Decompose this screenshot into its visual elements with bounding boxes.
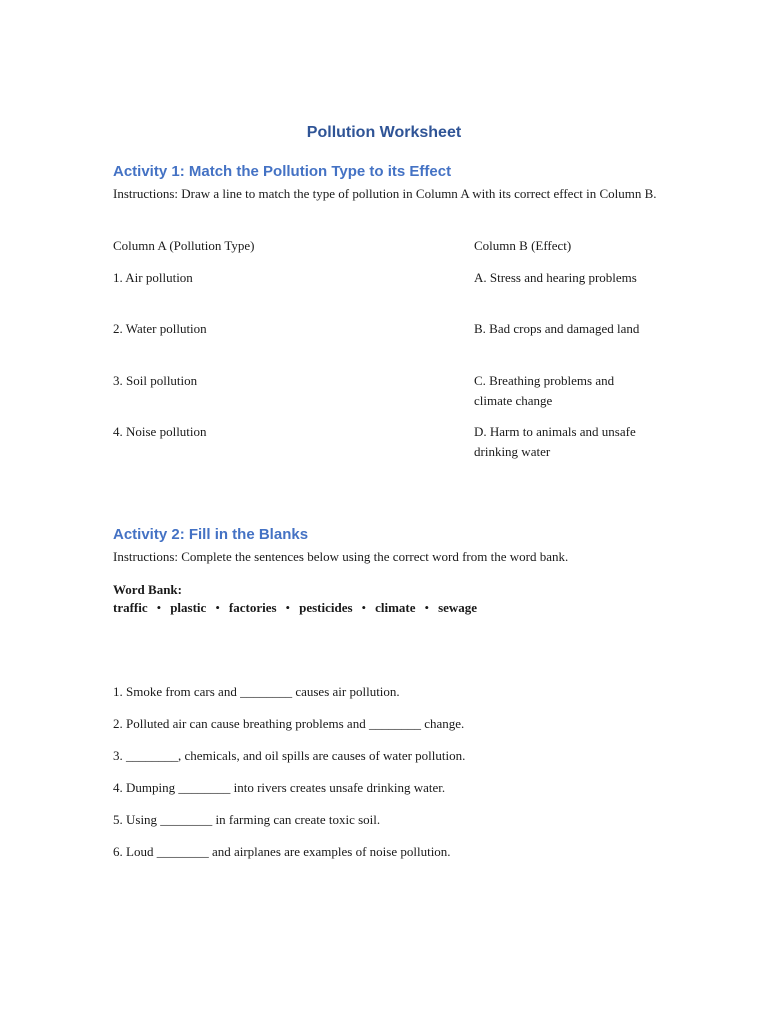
column-a-item-1: 1. Air pollution	[113, 270, 193, 285]
word-bank-word: factories	[228, 600, 277, 615]
word-bank-word: pesticides	[299, 600, 353, 615]
column-b-header: Column B (Effect)	[474, 238, 572, 253]
bullet-separator: •	[285, 600, 291, 615]
fill-blank-sentence-4: 4. Dumping ________ into rivers creates unsafe drinking water.	[113, 780, 446, 795]
bullet-separator: •	[156, 600, 162, 615]
column-a-item-4: 4. Noise pollution	[113, 424, 207, 439]
word-bank-word: sewage	[438, 600, 478, 615]
bullet-separator: •	[361, 600, 367, 615]
bullet-separator: •	[424, 600, 430, 615]
fill-blank-sentence-6: 6. Loud ________ and airplanes are examples of noise pollution.	[113, 844, 451, 859]
column-a-item-2: 2. Water pollution	[113, 321, 207, 336]
fill-blank-sentence-5: 5. Using ________ in farming can create toxic soil.	[113, 812, 381, 827]
word-bank-label: Word Bank:	[113, 582, 182, 597]
fill-blank-sentence-3: 3. ________, chemicals, and oil spills are causes of water pollution.	[113, 748, 466, 763]
bullet-separator: •	[215, 600, 220, 615]
activity-2-instructions: Instructions: Complete the sentences below using the correct word from the word bank.	[113, 549, 569, 564]
fill-blank-sentence-2: 2. Polluted air can cause breathing problems and ________ change.	[113, 716, 465, 731]
word-bank-word: traffic	[113, 600, 148, 615]
word-bank-word: climate	[375, 600, 416, 615]
column-b-item-c: C. Breathing problems and climate change	[474, 373, 615, 408]
activity-1-heading: Activity 1: Match the Pollution Type to its Effect	[113, 163, 452, 180]
activity-1-instructions: Instructions: Draw a line to match the type of pollution in Column A with its correct effect in Column B.	[113, 186, 657, 201]
column-a-header: Column A (Pollution Type)	[113, 238, 255, 253]
column-b-item-d: D. Harm to animals and unsafe drinking water	[474, 424, 636, 459]
word-bank	[113, 600, 477, 616]
column-b-item-a: A. Stress and hearing problems	[474, 270, 637, 285]
column-a-item-3: 3. Soil pollution	[113, 373, 198, 388]
page-title: Pollution Worksheet	[306, 124, 462, 141]
activity-2-heading: Activity 2: Fill in the Blanks	[113, 526, 309, 543]
column-b-item-b: B. Bad crops and damaged land	[474, 321, 640, 336]
word-bank-word: plastic	[170, 600, 207, 615]
fill-blank-sentence-1: 1. Smoke from cars and ________ causes air pollution.	[113, 684, 400, 699]
